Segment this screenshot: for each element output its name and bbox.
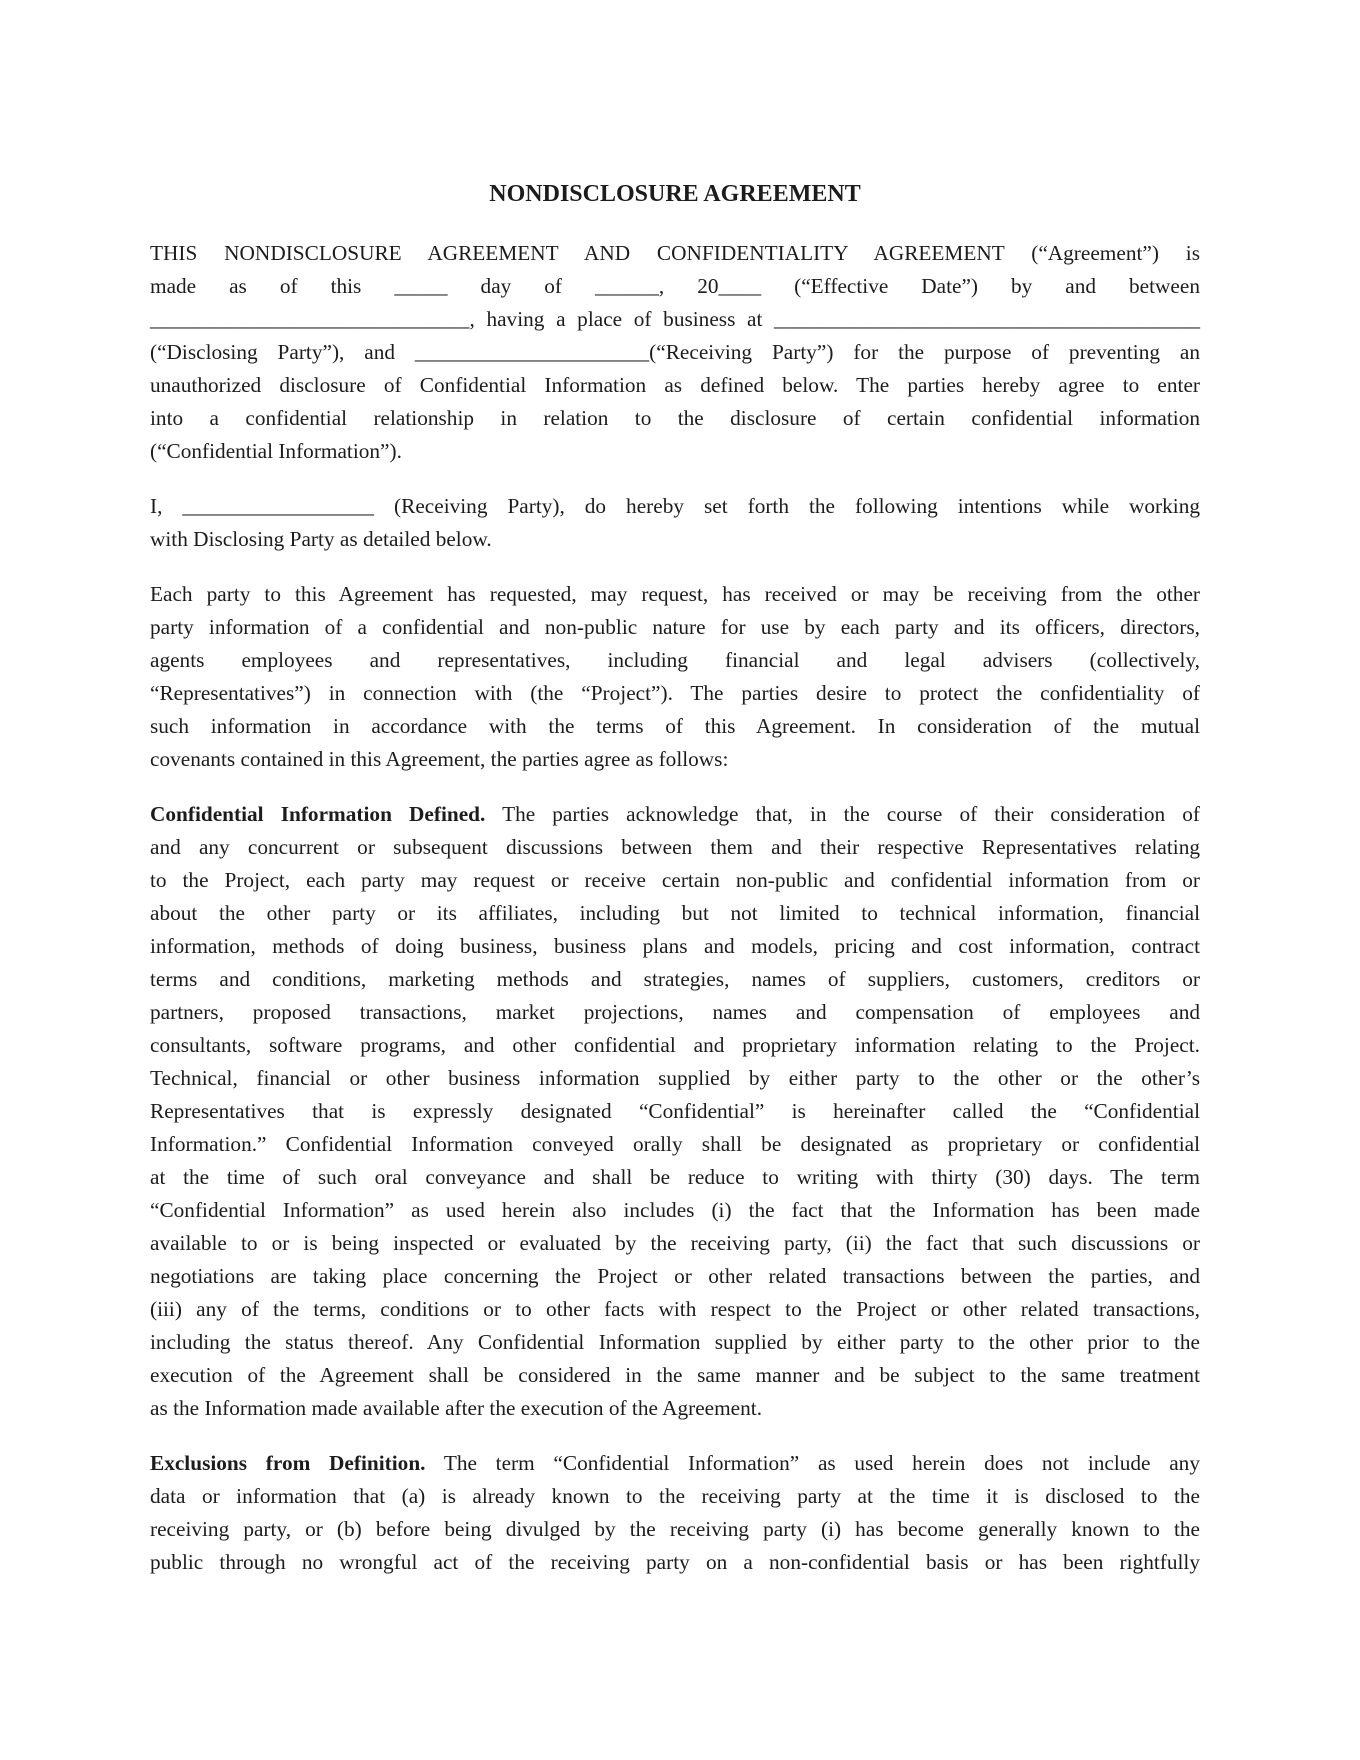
document-line: Information.” Confidential Information conveyed orally shall be designated as proprietary or confidential	[150, 1132, 1200, 1156]
document-line: execution of the Agreement shall be considered in the same manner and be subject to the same treatment	[150, 1363, 1200, 1387]
document-line: into a confidential relationship in relation to the disclosure of certain confidential information	[150, 406, 1200, 430]
document-line: data or information that (a) is already known to the receiving party at the time it is disclosed to the	[150, 1484, 1200, 1508]
line-text: The term “Confidential Information” as used herein does not include any	[425, 1451, 1200, 1475]
paragraph-lead: Exclusions from Definition.	[150, 1451, 426, 1475]
document-line	[150, 798, 1200, 831]
paragraph-exclusions-from-definition	[150, 1447, 1200, 1579]
document-line: terms and conditions, marketing methods and strategies, names of suppliers, customers, creditors or	[150, 967, 1200, 991]
document-line: party information of a confidential and non-public nature for use by each party and its officers, directors,	[150, 615, 1200, 639]
document-line: receiving party, or (b) before being divulged by the receiving party (i) has become generally known to the	[150, 1517, 1200, 1541]
paragraph-intro	[150, 237, 1200, 468]
paragraph-confidential-information-defined	[150, 798, 1200, 1425]
line-text: THIS NONDISCLOSURE AGREEMENT AND CONFIDENTIALITY AGREEMENT (“Agreement”) is	[150, 241, 1200, 265]
document-line: available to or is being inspected or evaluated by the receiving party, (ii) the fact that such discussions or	[150, 1231, 1200, 1255]
document-line: Representatives that is expressly designated “Confidential” is hereinafter called the “Confidential	[150, 1099, 1200, 1123]
paragraph-lead: Confidential Information Defined.	[150, 802, 486, 826]
document-line: unauthorized disclosure of Confidential Information as defined below. The parties hereby agree to enter	[150, 373, 1200, 397]
document-line: Technical, financial or other business information supplied by either party to the other or the other’s	[150, 1066, 1200, 1090]
document-line: consultants, software programs, and other confidential and proprietary information relating to the Project.	[150, 1033, 1200, 1057]
document-line: at the time of such oral conveyance and shall be reduce to writing with thirty (30) days. The term	[150, 1165, 1200, 1189]
line-text: Each party to this Agreement has requested, may request, has received or may be receiving from the other	[150, 582, 1200, 606]
document-line: and any concurrent or subsequent discussions between them and their respective Representatives relating	[150, 835, 1200, 859]
document-line: partners, proposed transactions, market projections, names and compensation of employees and	[150, 1000, 1200, 1024]
document-line: ______________________________, having a place of business at ________________________________________	[150, 307, 1200, 331]
document-line	[150, 1447, 1200, 1480]
document-line: (“Disclosing Party”), and ______________________(“Receiving Party”) for the purpose of preventing an	[150, 340, 1200, 364]
document-line: public through no wrongful act of the receiving party on a non-confidential basis or has been rightfully	[150, 1550, 1200, 1574]
document-line	[150, 490, 1200, 523]
document-line	[150, 578, 1200, 611]
document-line: to the Project, each party may request or receive certain non-public and confidential information from or	[150, 868, 1200, 892]
document-line: (“Confidential Information”).	[150, 439, 402, 463]
document-line: with Disclosing Party as detailed below.	[150, 527, 492, 551]
document-line: “Representatives”) in connection with (the “Project”). The parties desire to protect the confidentiality of	[150, 681, 1200, 705]
document-line: about the other party or its affiliates, including but not limited to technical information, financial	[150, 901, 1200, 925]
document-line: made as of this _____ day of ______, 20____ (“Effective Date”) by and between	[150, 274, 1200, 298]
line-text: I, __________________ (Receiving Party), do hereby set forth the following intentions while working	[150, 494, 1200, 518]
document-title: NONDISCLOSURE AGREEMENT	[489, 181, 861, 207]
paragraph-recitals	[150, 578, 1200, 776]
document-line: agents employees and representatives, including financial and legal advisers (collectively,	[150, 648, 1200, 672]
document-line: including the status thereof. Any Confidential Information supplied by either party to the other prior to the	[150, 1330, 1200, 1354]
document-line: covenants contained in this Agreement, the parties agree as follows:	[150, 747, 729, 771]
document-line	[150, 237, 1200, 270]
document-line: such information in accordance with the terms of this Agreement. In consideration of the mutual	[150, 714, 1200, 738]
document-line: (iii) any of the terms, conditions or to other facts with respect to the Project or other related transactions,	[150, 1297, 1200, 1321]
paragraph-receiving-party-statement	[150, 490, 1200, 556]
line-text: The parties acknowledge that, in the course of their consideration of	[485, 802, 1200, 826]
document-line: “Confidential Information” as used herein also includes (i) the fact that the Information has been made	[150, 1198, 1200, 1222]
document-line: as the Information made available after the execution of the Agreement.	[150, 1396, 763, 1420]
document-line: negotiations are taking place concerning the Project or other related transactions between the parties, and	[150, 1264, 1200, 1288]
document-line: information, methods of doing business, business plans and models, pricing and cost information, contract	[150, 934, 1200, 958]
